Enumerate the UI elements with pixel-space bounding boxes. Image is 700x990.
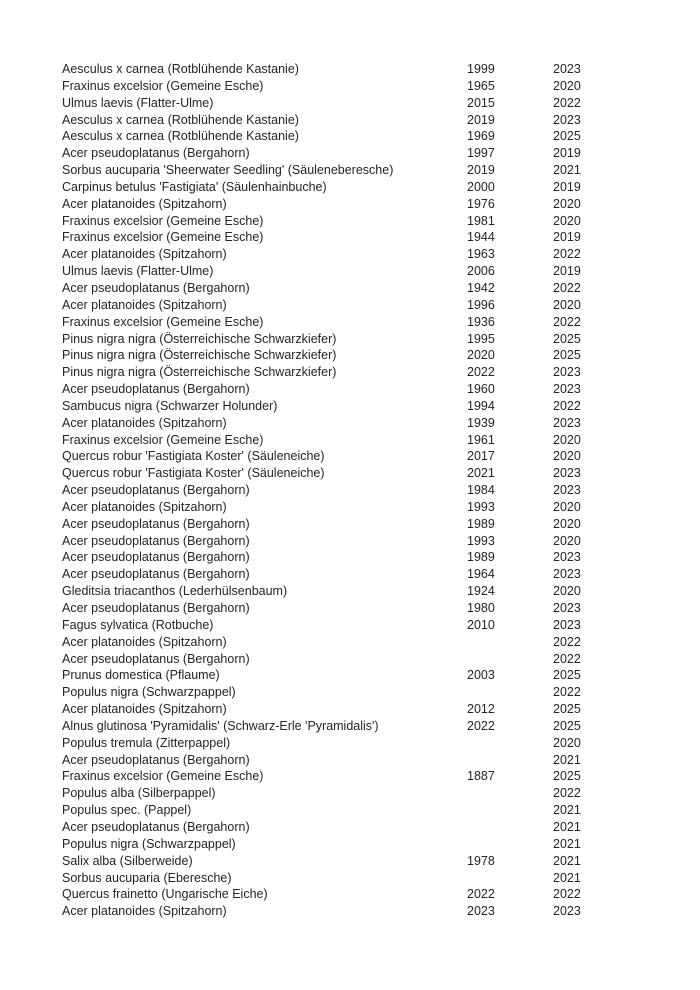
species-name: Aesculus x carnea (Rotblühende Kastanie) (62, 129, 299, 144)
table-row (62, 903, 624, 920)
year-first: 2022 (467, 365, 495, 380)
table-row (62, 112, 624, 129)
species-name: Acer platanoides (Spitzahorn) (62, 196, 227, 211)
year-second: 2025 (553, 129, 581, 144)
table-row (62, 583, 624, 600)
table-row (62, 785, 624, 802)
species-name: Pinus nigra nigra (Österreichische Schwarzkiefer) (62, 365, 337, 380)
species-name: Acer pseudoplatanus (Bergahorn) (62, 382, 250, 397)
year-first: 1994 (467, 398, 495, 413)
table-row (62, 870, 624, 887)
table-row (62, 752, 624, 769)
year-first: 1963 (467, 247, 495, 262)
year-second: 2025 (553, 769, 581, 784)
year-first (467, 651, 553, 668)
species-name: Fraxinus excelsior (Gemeine Esche) (62, 769, 264, 784)
table-row (62, 735, 624, 752)
species-name: Acer platanoides (Spitzahorn) (62, 499, 227, 514)
table-row (62, 331, 624, 348)
year-second: 2023 (553, 62, 581, 76)
year-first (467, 752, 553, 769)
year-first: 2010 (467, 617, 495, 632)
table-row (62, 95, 624, 112)
year-first: 2015 (467, 95, 495, 110)
year-second: 2021 (553, 163, 581, 178)
table-row (62, 600, 624, 617)
year-second: 2019 (553, 179, 581, 194)
year-second: 2023 (553, 415, 581, 430)
species-name: Ulmus laevis (Flatter-Ulme) (62, 264, 214, 279)
species-name: Acer pseudoplatanus (Bergahorn) (62, 550, 250, 565)
table-row (62, 802, 624, 819)
year-first: 1960 (467, 382, 495, 397)
year-second: 2022 (553, 95, 581, 110)
year-second: 2021 (553, 819, 581, 834)
year-first: 1976 (467, 196, 495, 211)
year-first (467, 684, 553, 701)
year-second: 2020 (553, 584, 581, 599)
table-row (62, 196, 624, 213)
table-row (62, 701, 624, 718)
year-second: 2023 (553, 483, 581, 498)
species-name: Prunus domestica (Pflaume) (62, 668, 220, 683)
species-name: Carpinus betulus 'Fastigiata' (Säulenhainbuche) (62, 179, 327, 194)
year-second: 2021 (553, 752, 581, 767)
year-second: 2025 (553, 348, 581, 363)
species-name: Populus spec. (Pappel) (62, 803, 192, 818)
year-first: 2017 (467, 449, 495, 464)
tree-species-table (62, 61, 624, 920)
year-first: 1924 (467, 584, 495, 599)
table-row (62, 549, 624, 566)
table-row (62, 684, 624, 701)
year-second: 2023 (553, 904, 581, 919)
year-first: 1989 (467, 550, 495, 565)
table-row (62, 145, 624, 162)
table-row (62, 347, 624, 364)
year-second: 2025 (553, 702, 581, 717)
species-name: Acer pseudoplatanus (Bergahorn) (62, 533, 250, 548)
year-first: 1989 (467, 516, 495, 531)
year-first: 2012 (467, 702, 495, 717)
year-first: 1964 (467, 567, 495, 582)
year-first: 2019 (467, 112, 495, 127)
year-first: 2020 (467, 348, 495, 363)
species-name: Fraxinus excelsior (Gemeine Esche) (62, 78, 264, 93)
species-name: Gleditsia triacanthos (Lederhülsenbaum) (62, 584, 288, 599)
year-second: 2023 (553, 382, 581, 397)
table-row (62, 448, 624, 465)
year-first: 2023 (467, 904, 495, 919)
year-first: 1981 (467, 213, 495, 228)
year-second: 2021 (553, 870, 581, 885)
year-second: 2020 (553, 449, 581, 464)
year-first: 2006 (467, 264, 495, 279)
species-name: Acer platanoides (Spitzahorn) (62, 415, 227, 430)
table-row (62, 415, 624, 432)
year-first: 1984 (467, 483, 495, 498)
table-row (62, 280, 624, 297)
year-second: 2020 (553, 516, 581, 531)
year-first: 1980 (467, 601, 495, 615)
species-name: Acer pseudoplatanus (Bergahorn) (62, 601, 250, 615)
year-second: 2022 (553, 398, 581, 413)
year-first: 1993 (467, 499, 495, 514)
year-first: 1942 (467, 280, 495, 295)
year-first: 1997 (467, 146, 495, 161)
year-first (467, 870, 553, 887)
species-name: Quercus robur 'Fastigiata Koster' (Säuleneiche) (62, 466, 325, 481)
table-row (62, 78, 624, 95)
table-row (62, 229, 624, 246)
species-name: Acer platanoides (Spitzahorn) (62, 247, 227, 262)
species-name: Fraxinus excelsior (Gemeine Esche) (62, 213, 264, 228)
table-row (62, 718, 624, 735)
table-row (62, 634, 624, 651)
table-row (62, 533, 624, 550)
table-row (62, 499, 624, 516)
year-first: 1887 (467, 769, 495, 784)
year-second: 2025 (553, 718, 581, 733)
table-row (62, 768, 624, 785)
species-name: Acer platanoides (Spitzahorn) (62, 702, 227, 717)
table-row (62, 617, 624, 634)
year-first (467, 802, 553, 819)
year-second: 2021 (553, 853, 581, 868)
species-name: Populus nigra (Schwarzpappel) (62, 836, 236, 851)
table-row (62, 566, 624, 583)
year-first (467, 819, 553, 836)
year-second: 2022 (553, 247, 581, 262)
species-name: Populus tremula (Zitterpappel) (62, 735, 231, 750)
year-second: 2020 (553, 213, 581, 228)
year-first: 1961 (467, 432, 495, 447)
species-name: Salix alba (Silberweide) (62, 853, 193, 868)
year-second: 2023 (553, 567, 581, 582)
year-first (467, 735, 553, 752)
species-name: Pinus nigra nigra (Österreichische Schwarzkiefer) (62, 348, 337, 363)
species-name: Fraxinus excelsior (Gemeine Esche) (62, 432, 264, 447)
year-second: 2019 (553, 264, 581, 279)
table-row (62, 465, 624, 482)
year-second: 2020 (553, 196, 581, 211)
year-first: 2003 (467, 668, 495, 683)
year-second: 2023 (553, 466, 581, 481)
species-name: Fraxinus excelsior (Gemeine Esche) (62, 314, 264, 329)
year-second: 2022 (553, 651, 581, 666)
year-first: 1965 (467, 78, 495, 93)
table-row (62, 61, 624, 78)
table-row (62, 314, 624, 331)
year-first: 1969 (467, 129, 495, 144)
species-name: Sorbus aucuparia 'Sheerwater Seedling' (Säuleneberesche) (62, 163, 394, 178)
year-second: 2023 (553, 550, 581, 565)
year-second: 2023 (553, 112, 581, 127)
year-first: 1999 (467, 62, 495, 76)
species-name: Ulmus laevis (Flatter-Ulme) (62, 95, 214, 110)
year-second: 2022 (553, 685, 581, 700)
year-second: 2022 (553, 634, 581, 649)
year-first: 1995 (467, 331, 495, 346)
species-name: Aesculus x carnea (Rotblühende Kastanie) (62, 112, 299, 127)
year-second: 2020 (553, 735, 581, 750)
species-name: Quercus robur 'Fastigiata Koster' (Säuleneiche) (62, 449, 325, 464)
species-name: Acer pseudoplatanus (Bergahorn) (62, 146, 250, 161)
species-name: Fagus sylvatica (Rotbuche) (62, 617, 214, 632)
year-first: 2019 (467, 163, 495, 178)
year-first: 2022 (467, 718, 495, 733)
table-row (62, 819, 624, 836)
species-name: Acer platanoides (Spitzahorn) (62, 297, 227, 312)
year-second: 2022 (553, 280, 581, 295)
year-second: 2022 (553, 887, 581, 902)
table-row (62, 128, 624, 145)
year-second: 2023 (553, 601, 581, 615)
year-second: 2020 (553, 499, 581, 514)
year-second: 2023 (553, 617, 581, 632)
species-name: Sambucus nigra (Schwarzer Holunder) (62, 398, 278, 413)
year-second: 2019 (553, 230, 581, 245)
year-second: 2021 (553, 803, 581, 818)
year-first: 1978 (467, 853, 495, 868)
year-second: 2025 (553, 668, 581, 683)
year-first: 2000 (467, 179, 495, 194)
species-name: Fraxinus excelsior (Gemeine Esche) (62, 230, 264, 245)
species-name: Acer pseudoplatanus (Bergahorn) (62, 819, 250, 834)
year-first: 2022 (467, 887, 495, 902)
year-first: 1944 (467, 230, 495, 245)
year-first (467, 836, 553, 853)
table-row (62, 162, 624, 179)
year-first: 1996 (467, 297, 495, 312)
table-row (62, 516, 624, 533)
year-second: 2025 (553, 331, 581, 346)
table-row (62, 381, 624, 398)
year-second: 2023 (553, 365, 581, 380)
year-second: 2020 (553, 432, 581, 447)
year-first (467, 634, 553, 651)
table-row (62, 398, 624, 415)
species-name: Acer pseudoplatanus (Bergahorn) (62, 651, 250, 666)
table-row (62, 179, 624, 196)
species-name: Alnus glutinosa 'Pyramidalis' (Schwarz-Erle 'Pyramidalis') (62, 718, 379, 733)
table-row (62, 297, 624, 314)
species-name: Acer pseudoplatanus (Bergahorn) (62, 516, 250, 531)
table-row (62, 364, 624, 381)
species-name: Acer pseudoplatanus (Bergahorn) (62, 280, 250, 295)
year-second: 2021 (553, 836, 581, 851)
table-row (62, 651, 624, 668)
year-second: 2020 (553, 533, 581, 548)
species-name: Aesculus x carnea (Rotblühende Kastanie) (62, 62, 299, 76)
table-row (62, 853, 624, 870)
year-first: 2021 (467, 466, 495, 481)
table-row (62, 432, 624, 449)
year-first: 1939 (467, 415, 495, 430)
year-second: 2020 (553, 297, 581, 312)
species-name: Acer pseudoplatanus (Bergahorn) (62, 567, 250, 582)
species-name: Acer pseudoplatanus (Bergahorn) (62, 483, 250, 498)
table-row (62, 886, 624, 903)
table-row (62, 667, 624, 684)
species-name: Pinus nigra nigra (Österreichische Schwarzkiefer) (62, 331, 337, 346)
species-name: Sorbus aucuparia (Eberesche) (62, 870, 232, 885)
year-second: 2020 (553, 78, 581, 93)
species-name: Populus alba (Silberpappel) (62, 786, 216, 801)
species-name: Quercus frainetto (Ungarische Eiche) (62, 887, 268, 902)
species-name: Acer pseudoplatanus (Bergahorn) (62, 752, 250, 767)
year-second: 2019 (553, 146, 581, 161)
table-row (62, 263, 624, 280)
species-name: Populus nigra (Schwarzpappel) (62, 685, 236, 700)
species-name: Acer platanoides (Spitzahorn) (62, 634, 227, 649)
species-name: Acer platanoides (Spitzahorn) (62, 904, 227, 919)
table-row (62, 246, 624, 263)
year-second: 2022 (553, 314, 581, 329)
year-first (467, 785, 553, 802)
year-first: 1936 (467, 314, 495, 329)
year-first: 1993 (467, 533, 495, 548)
table-row (62, 482, 624, 499)
table-row (62, 836, 624, 853)
table-row (62, 213, 624, 230)
year-second: 2022 (553, 786, 581, 801)
